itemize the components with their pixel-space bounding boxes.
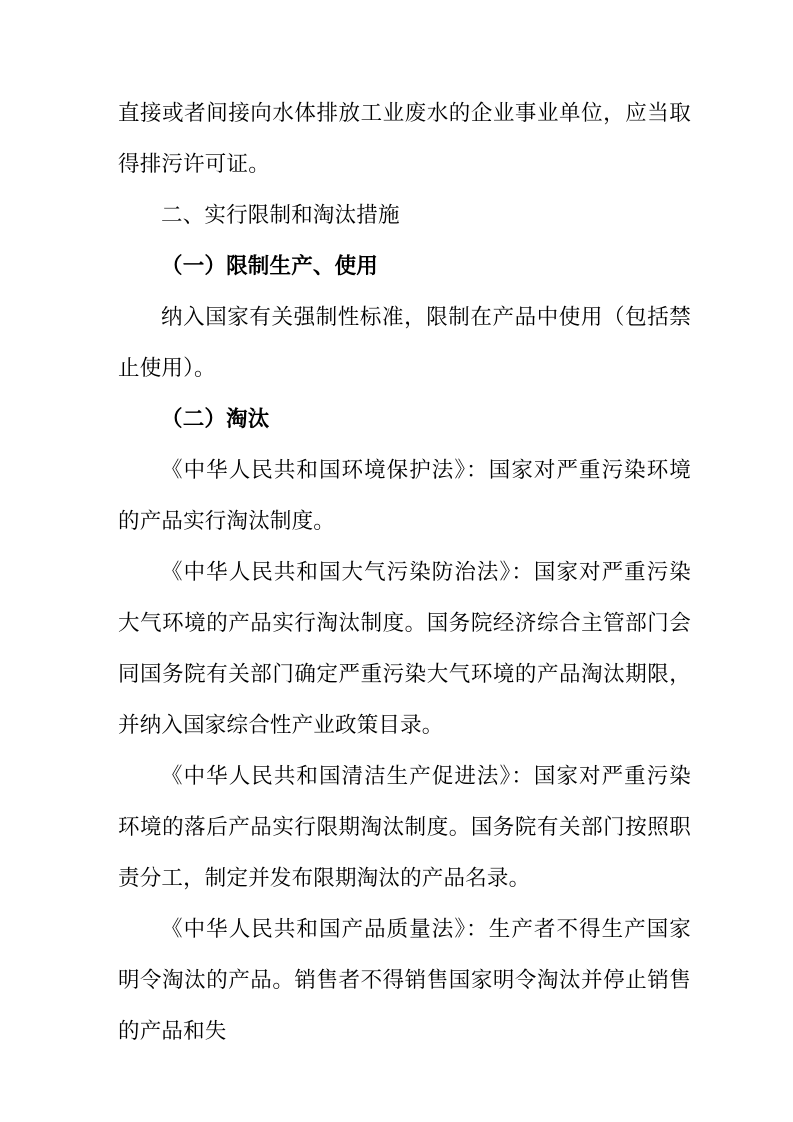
heading-section-two: 二、实行限制和淘汰措施 [161, 203, 400, 227]
paragraph-cleaner-production-law: 《中华人民共和国清洁生产促进法》：国家对严重污染环境的落后产品实行限期淘汰制度。国务院有关部门按照职责分工，制定并发布限期淘汰的产品名录。 [118, 764, 691, 890]
paragraph-permit-continuation: 直接或者间接向水体排放工业废水的企业事业单位，应当取得排污许可证。 [118, 101, 691, 176]
subheading-eliminate: （二）淘汰 [161, 407, 270, 431]
paragraph-environmental-protection-law: 《中华人民共和国环境保护法》：国家对严重污染环境的产品实行淘汰制度。 [118, 458, 691, 533]
document-body [118, 88, 691, 1057]
subheading-restrict-production-use: （一）限制生产、使用 [161, 254, 379, 278]
paragraph-restrict-standard: 纳入国家有关强制性标准，限制在产品中使用（包括禁止使用）。 [118, 305, 691, 380]
paragraph-air-pollution-law: 《中华人民共和国大气污染防治法》：国家对严重污染大气环境的产品实行淘汰制度。国务院经济综合主管部门会同国务院有关部门确定严重污染大气环境的产品淘汰期限，并纳入国家综合性产业政策目录。 [118, 560, 691, 737]
paragraph-product-quality-law: 《中华人民共和国产品质量法》：生产者不得生产国家明令淘汰的产品。销售者不得销售国家明令淘汰并停止销售的产品和失 [118, 917, 691, 1043]
